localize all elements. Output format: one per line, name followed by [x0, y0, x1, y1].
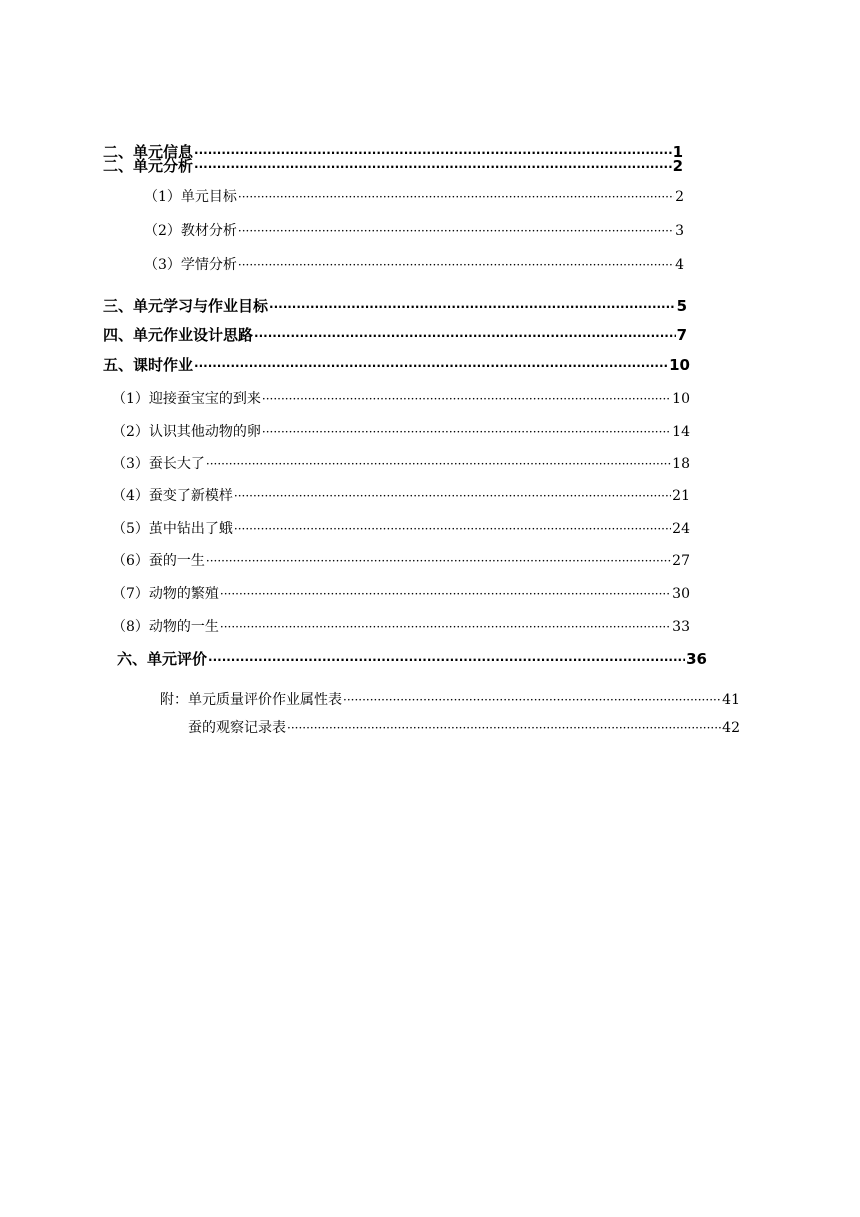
- toc-entry[interactable]: [103, 159, 683, 174]
- dot-leader: [238, 259, 674, 271]
- dot-leader: [254, 330, 676, 342]
- toc-entry[interactable]: [112, 489, 690, 503]
- toc-entry[interactable]: [112, 554, 690, 568]
- toc-label: 三、单元学习与作业目标: [103, 297, 269, 315]
- dot-leader: [194, 147, 672, 159]
- toc-page-number: 33: [672, 619, 690, 635]
- dot-leader: [269, 301, 676, 313]
- toc-page-number: 14: [672, 424, 690, 440]
- toc-label: 蚕的观察记录表: [188, 720, 286, 736]
- dot-leader: [287, 722, 721, 734]
- toc-entry[interactable]: [112, 392, 690, 406]
- toc-entry[interactable]: [188, 721, 740, 735]
- toc-page-number: 7: [676, 326, 687, 344]
- dot-leader: [208, 654, 685, 666]
- toc-entry[interactable]: [103, 358, 690, 373]
- toc-page-number: 21: [672, 488, 690, 504]
- toc-entry[interactable]: [112, 457, 690, 471]
- toc-label: （3）学情分析: [144, 257, 237, 273]
- dot-leader: [262, 426, 671, 438]
- toc-entry[interactable]: [117, 652, 707, 667]
- toc-entry[interactable]: [103, 328, 687, 343]
- toc-label: （1）迎接蚕宝宝的到来: [112, 391, 261, 407]
- toc-entry[interactable]: [144, 190, 684, 204]
- toc-label: （8）动物的一生: [112, 619, 219, 635]
- toc-label: 附：单元质量评价作业属性表: [160, 692, 342, 708]
- toc-entry[interactable]: [103, 299, 687, 314]
- toc-page-number: 27: [672, 553, 690, 569]
- toc-page-number: 1: [672, 143, 683, 161]
- toc-label: （2）教材分析: [144, 223, 237, 239]
- toc-label: （6）蚕的一生: [112, 553, 205, 569]
- toc-label: （3）蚕长大了: [112, 456, 205, 472]
- toc-entry[interactable]: [112, 425, 690, 439]
- toc-page-number: 42: [722, 720, 740, 736]
- dot-leader: [220, 588, 671, 600]
- toc-page-number: 24: [672, 521, 690, 537]
- toc-label: （5）茧中钻出了蛾: [112, 521, 233, 537]
- dot-leader: [238, 225, 674, 237]
- dot-leader: [206, 555, 671, 567]
- toc-label: 四、单元作业设计思路: [103, 326, 254, 344]
- toc-page-number: 18: [672, 456, 690, 472]
- toc-entry[interactable]: [144, 258, 684, 272]
- dot-leader: [220, 621, 671, 633]
- toc-page-number: 5: [676, 297, 687, 315]
- toc-page-number: 3: [675, 223, 684, 239]
- dot-leader: [194, 161, 672, 173]
- toc-page-number: 41: [722, 692, 740, 708]
- toc-label: （2）认识其他动物的卵: [112, 424, 261, 440]
- dot-leader: [234, 523, 671, 535]
- dot-leader: [238, 191, 674, 203]
- toc-label: 六、单元评价: [117, 650, 208, 668]
- toc-page-number: 10: [669, 356, 690, 374]
- toc-entry[interactable]: [112, 587, 690, 601]
- toc-page-number: 2: [675, 189, 684, 205]
- toc-page-number: 36: [686, 650, 707, 668]
- dot-leader: [206, 458, 671, 470]
- toc-page-number: 4: [675, 257, 684, 273]
- dot-leader: [194, 360, 668, 372]
- toc-entry[interactable]: [144, 224, 684, 238]
- toc-label: 二、单元信息: [103, 143, 194, 161]
- dot-leader: [234, 490, 671, 502]
- toc-label: （7）动物的繁殖: [112, 586, 219, 602]
- toc-entry[interactable]: [160, 693, 740, 707]
- toc-label: 五、课时作业: [103, 356, 194, 374]
- toc-page-number: 10: [672, 391, 690, 407]
- dot-leader: [343, 694, 721, 706]
- toc-label: （1）单元目标: [144, 189, 237, 205]
- dot-leader: [262, 393, 671, 405]
- toc-page-number: 2: [672, 157, 683, 175]
- toc-label: （4）蚕变了新模样: [112, 488, 233, 504]
- toc-page-number: 30: [672, 586, 690, 602]
- toc-label: 二、单元分析: [103, 157, 194, 175]
- toc-entry[interactable]: [112, 522, 690, 536]
- toc-entry[interactable]: [112, 620, 690, 634]
